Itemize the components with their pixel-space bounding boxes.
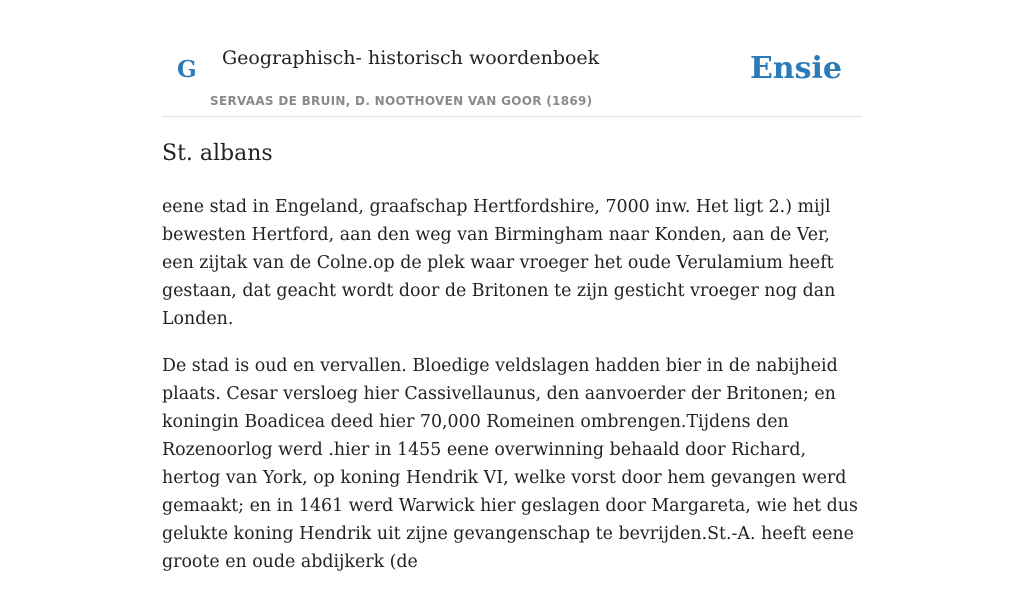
entry-title: St. albans: [162, 141, 273, 166]
entry-body: [162, 193, 867, 595]
book-authors: SERVAAS DE BRUIN, D. NOOTHOVEN VAN GOOR (1869): [210, 94, 593, 108]
entry-paragraph: eene stad in Engeland, graafschap Hertfordshire, 7000 inw. Het ligt 2.) mijl bewesten Hertford, aan den weg van Birmingham naar Konden, aan de Ver, een zijtak van de Colne.op de plek waar vroeger het oude Verulamium heeft gestaan, dat geacht wordt door de Britonen te zijn gesticht vroeger nog dan Londen.: [162, 197, 836, 329]
book-logo[interactable]: G: [177, 56, 197, 83]
entry-paragraph: De stad is oud en vervallen. Bloedige veldslagen hadden bier in de nabijheid plaats. Cesar versloeg hier Cassivellaunus, den aanvoerder der Britonen; en koningin Boadicea deed hier 70,000 Romeinen ombrengen.Tijdens den Rozenoorlog werd .hier in 1455 eene overwinning behaald door Richard, hertog van York, op koning Hendrik VI, welke vorst door hem gevangen werd gemaakt; en in 1461 werd Warwick hier geslagen door Margareta, wie het dus gelukte koning Hendrik uit zijne gevangenschap te bevrijden.St.-A. heeft eene groote en oude abdijkerk (de: [162, 356, 858, 572]
header: [162, 0, 862, 117]
ensie-logo-link[interactable]: Ensie: [749, 51, 842, 86]
book-title[interactable]: Geographisch- historisch woordenboek: [222, 47, 600, 69]
